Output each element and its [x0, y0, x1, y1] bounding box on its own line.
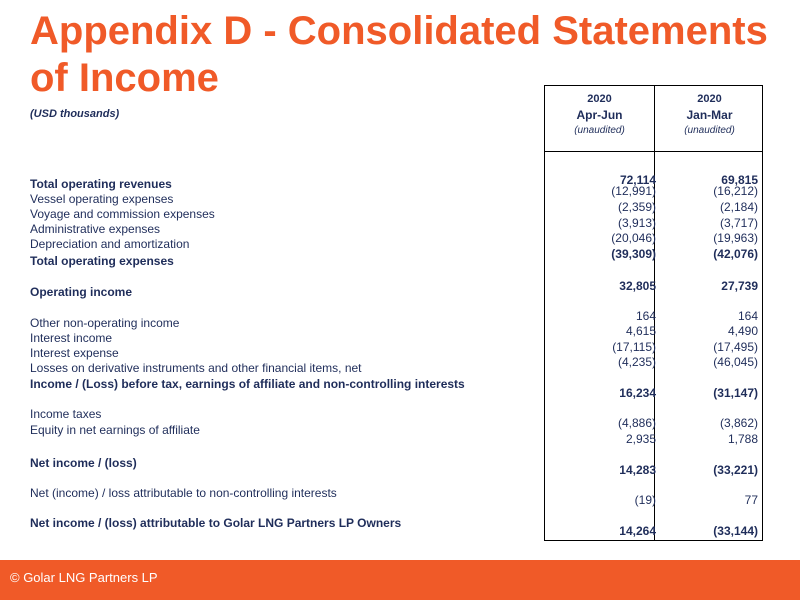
value-jan-mar: (42,076) — [713, 247, 758, 261]
column-period: Jan-Mar — [686, 108, 733, 122]
units-note: (USD thousands) — [30, 108, 120, 120]
value-jan-mar: 4,490 — [727, 324, 758, 338]
row-label: Net income / (loss) — [30, 456, 137, 470]
value-apr-jun: (12,991) — [611, 184, 656, 198]
column-period: Apr-Jun — [576, 108, 623, 122]
value-apr-jun: 14,264 — [619, 524, 656, 538]
row-label: Vessel operating expenses — [30, 192, 174, 206]
value-apr-jun: (39,309) — [611, 247, 656, 261]
row-label: Administrative expenses — [30, 222, 161, 236]
value-apr-jun: (4,235) — [617, 355, 656, 369]
value-apr-jun: (17,115) — [612, 340, 656, 354]
row-label: Income taxes — [30, 407, 102, 421]
footer-bar — [0, 560, 800, 600]
row-label: Interest income — [30, 331, 113, 345]
row-label: Equity in net earnings of affiliate — [30, 423, 200, 437]
value-apr-jun: 164 — [635, 309, 656, 323]
row-label: Income / (Loss) before tax, earnings of affiliate and non-controlling interests — [30, 377, 465, 391]
value-apr-jun: 16,234 — [619, 386, 656, 400]
column-year: 2020 — [697, 93, 722, 105]
value-jan-mar: (33,144) — [713, 524, 758, 538]
row-label: Depreciation and amortization — [30, 237, 190, 251]
value-apr-jun: (20,046) — [611, 231, 656, 245]
title-line-2: of Income — [30, 56, 219, 100]
value-jan-mar: (2,184) — [719, 200, 758, 214]
value-apr-jun: 32,805 — [619, 279, 656, 293]
value-jan-mar: (3,717) — [719, 216, 758, 230]
column-year: 2020 — [587, 93, 612, 105]
header-divider — [545, 151, 762, 152]
value-jan-mar: (19,963) — [713, 231, 758, 245]
row-label: Other non-operating income — [30, 316, 180, 330]
value-apr-jun: 4,615 — [625, 324, 656, 338]
value-jan-mar: (46,045) — [713, 355, 758, 369]
row-label: Voyage and commission expenses — [30, 207, 215, 221]
row-label: Net (income) / loss attributable to non-controlling interests — [30, 486, 337, 500]
value-apr-jun: (4,886) — [617, 416, 656, 430]
column-header-jan-mar — [655, 91, 764, 139]
value-jan-mar: (17,495) — [713, 340, 758, 354]
copyright-text: © Golar LNG Partners LP — [10, 570, 158, 585]
value-apr-jun: (2,359) — [617, 200, 656, 214]
value-jan-mar: 1,788 — [727, 432, 758, 446]
value-apr-jun: (3,913) — [617, 216, 656, 230]
row-label: Net income / (loss) attributable to Golar LNG Partners LP Owners — [30, 516, 402, 530]
row-label: Interest expense — [30, 346, 119, 360]
value-jan-mar: (33,221) — [713, 463, 758, 477]
value-jan-mar: 77 — [744, 493, 758, 507]
title-line-1: Appendix D - Consolidated Statements — [30, 9, 768, 53]
value-jan-mar: (31,147) — [713, 386, 758, 400]
value-apr-jun: 72,114 — [619, 173, 656, 187]
column-note: (unaudited) — [574, 125, 625, 136]
value-apr-jun: (19) — [634, 493, 656, 507]
value-jan-mar: 164 — [737, 309, 758, 323]
row-label: Losses on derivative instruments and other financial items, net — [30, 361, 362, 375]
row-label: Total operating revenues — [30, 177, 172, 191]
value-apr-jun: 2,935 — [625, 432, 656, 446]
row-label: Operating income — [30, 285, 133, 299]
value-apr-jun: 14,283 — [619, 463, 656, 477]
value-jan-mar: (3,862) — [719, 416, 758, 430]
value-jan-mar: 69,815 — [721, 173, 758, 187]
value-jan-mar: 27,739 — [721, 279, 758, 293]
column-header-apr-jun — [545, 91, 654, 139]
column-note: (unaudited) — [684, 125, 735, 136]
value-jan-mar: (16,212) — [713, 184, 758, 198]
row-label: Total operating expenses — [30, 254, 174, 268]
